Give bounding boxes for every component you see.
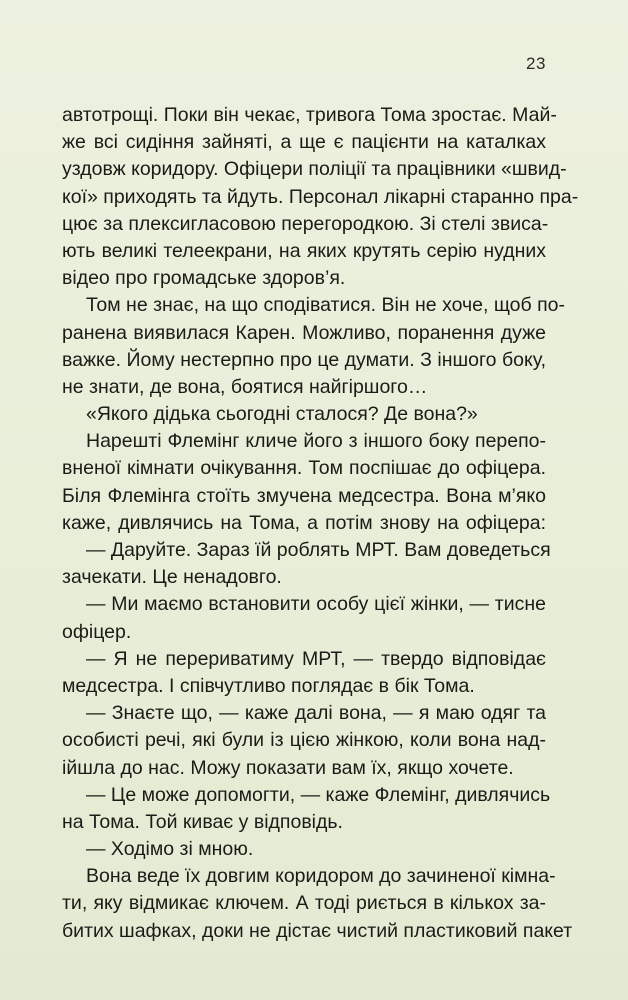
text-line: Нарешті Флемінг кличе його з іншого боку перепо- — [86, 430, 546, 453]
text-line: Біля Флемінга стоїть змучена медсестра. Вона м’яко — [62, 484, 546, 507]
text-line: на Тома. Той киває у відповідь. — [62, 810, 343, 833]
text-line: же всі сидіння зайняті, а ще є пацієнти на каталках — [62, 131, 546, 154]
text-line: офіцер. — [62, 620, 132, 643]
text-line: вненої кімнати очікування. Том поспішає до офіцера. — [62, 457, 546, 480]
text-line: каже, дивлячись на Тома, а потім знову на офіцера: — [62, 511, 546, 534]
text-line: — Я не перериватиму МРТ, — твердо відповідає — [86, 647, 546, 670]
text-line: — Даруйте. Зараз їй роблять МРТ. Вам доведеться — [86, 539, 551, 561]
text-line: — Ходімо зі мною. — [86, 838, 254, 861]
text-line: — Це може допомогти, — каже Флемінг, дивлячись — [86, 783, 551, 806]
body-text — [62, 102, 579, 945]
text-line: не знати, де вона, боятися найгіршого… — [62, 375, 428, 398]
text-line: уздовж коридору. Офіцери поліції та працівники «швид- — [62, 158, 567, 181]
text-line: — Знаєте що, — каже далі вона, — я маю одяг та — [86, 702, 546, 725]
text-line: Вона веде їх довгим коридором до зачиненої кімна- — [86, 865, 556, 888]
text-line: зачекати. Це ненадовго. — [62, 566, 282, 589]
page-number: 23 — [526, 54, 546, 73]
text-line: — Ми маємо встановити особу цієї жінки, — тисне — [86, 593, 546, 616]
text-line: ти, яку відмикає ключем. А тоді риється в кількох за- — [62, 892, 546, 915]
text-line: ійшла до нас. Можу показати вам їх, якщо хочете. — [62, 756, 514, 779]
text-line: ють великі телеекрани, на яких крутять серію нудних — [62, 239, 546, 262]
text-line: медсестра. І співчутливо поглядає в бік Тома. — [62, 674, 475, 697]
text-line: відео про громадське здоров’я. — [62, 267, 346, 290]
text-line: битих шафках, доки не дістає чистий пластиковий пакет — [62, 919, 573, 942]
text-line: автотрощі. Поки він чекає, тривога Тома зростає. Май- — [62, 104, 557, 126]
text-line: «Якого дідька сьогодні сталося? Де вона?» — [86, 403, 478, 426]
text-line: Том не знає, на що сподіватися. Він не хоче, щоб по- — [86, 294, 566, 317]
text-line: важке. Йому нестерпно про це думати. З іншого боку, — [62, 348, 546, 371]
text-line: кої» приходять та йдуть. Персонал лікарні старанно пра- — [62, 185, 579, 208]
text-line: особисті речі, які були із цією жінкою, коли вона над- — [62, 729, 546, 752]
text-line: ранена виявилася Карен. Можливо, поранення дуже — [62, 321, 546, 344]
text-line: цює за плексигласовою перегородкою. Зі стелі звиса- — [62, 212, 549, 235]
